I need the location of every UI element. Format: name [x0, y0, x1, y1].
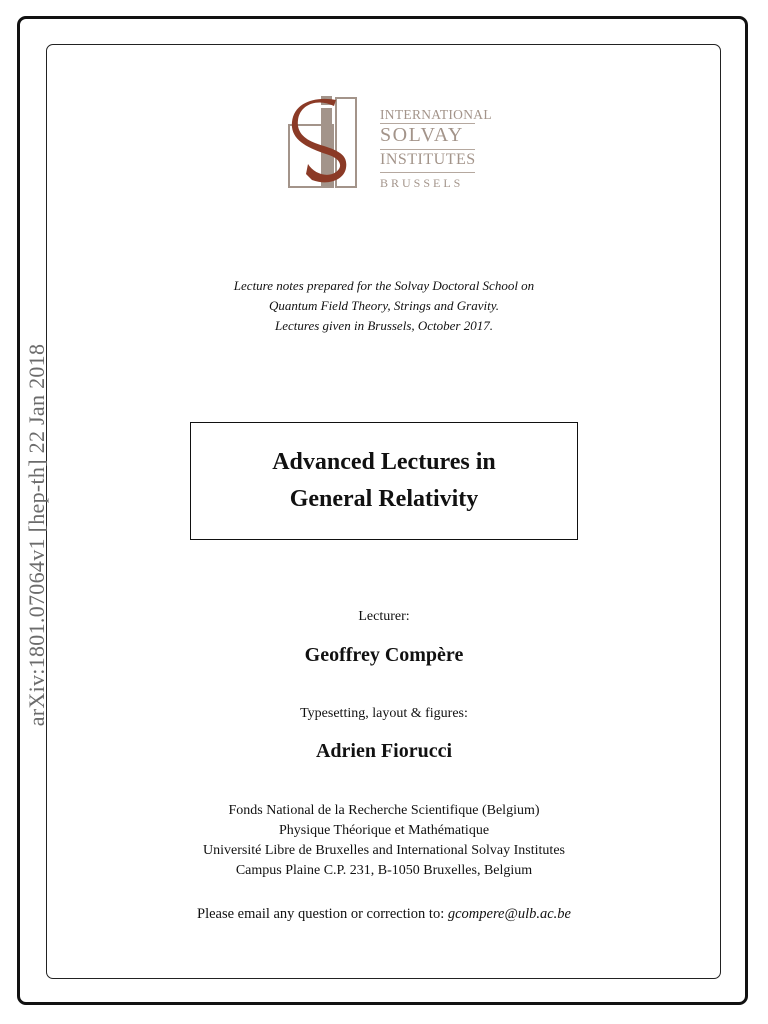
affiliation-line: Université Libre de Bruxelles and International Solvay Institutes [203, 843, 565, 858]
lecturer-name: Geoffrey Compère [304, 644, 464, 666]
affiliation-block [0, 801, 768, 881]
logo-text-solvay: SOLVAY [380, 124, 464, 146]
arxiv-identifier-stamp: arXiv:1801.07064v1 [hep-th] 22 Jan 2018 [24, 343, 49, 727]
logo-divider [380, 149, 475, 150]
lecturer-label: Lecturer: [358, 609, 410, 624]
typesetting-label: Typesetting, layout & figures: [300, 706, 468, 721]
logo-text-international: INTERNATIONAL [380, 107, 492, 122]
affiliation-line: Campus Plaine C.P. 231, B-1050 Bruxelles, Belgium [235, 863, 533, 878]
intro-line: Lectures given in Brussels, October 2017. [275, 318, 493, 333]
affiliation-line: Fonds National de la Recherche Scientifique (Belgium) [228, 803, 540, 818]
intro-line: Lecture notes prepared for the Solvay Doctoral School on [233, 278, 535, 293]
logo-text-institutes: INSTITUTES [380, 151, 476, 168]
contact-prefix: Please email any question or correction to: [197, 906, 445, 922]
logo-text-brussels: BRUSSELS [380, 176, 464, 190]
affiliation-line: Physique Théorique et Mathématique [278, 823, 490, 838]
title-box [190, 422, 578, 540]
logo-divider [380, 172, 475, 173]
contact-line [0, 906, 768, 923]
typesetter-name: Adrien Fiorucci [315, 740, 453, 762]
document-title-line: General Relativity [289, 486, 479, 512]
intro-line: Quantum Field Theory, Strings and Gravity. [268, 298, 500, 313]
intro-notes [0, 276, 768, 336]
contact-email[interactable]: gcompere@ulb.ac.be [447, 906, 571, 922]
document-title-line: Advanced Lectures in [272, 449, 496, 475]
